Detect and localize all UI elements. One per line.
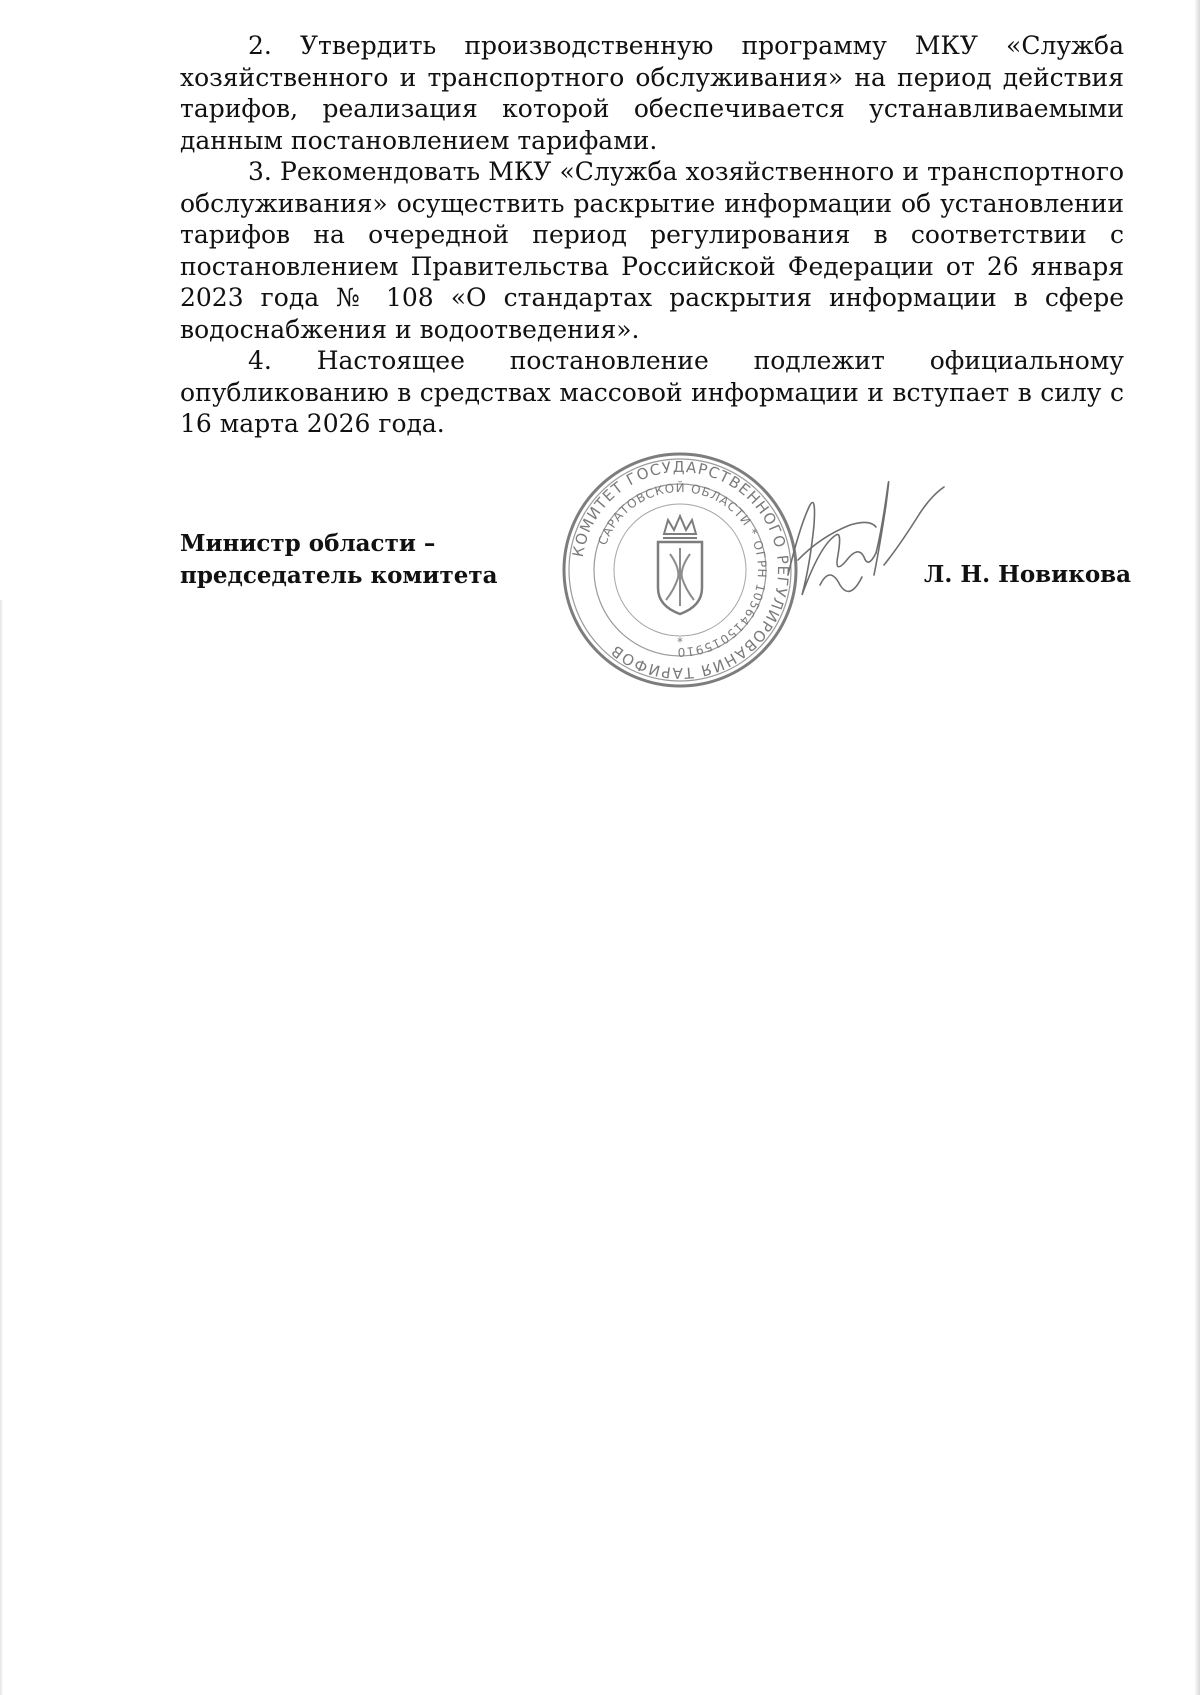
paragraph-2: 2. Утвердить производственную программу МКУ «Служба хозяйственного и транспортного обслуживания» на период действия тарифов, реализация которой обеспечивается устанавливаемыми данным постановлением тарифами. [180,31,1124,155]
crown-icon [663,516,697,538]
paragraph-4: 4. Настоящее постановление подлежит официальному опубликованию в средствах массовой информации и вступает в силу с 16 марта 2026 года. [180,346,1124,438]
scan-edge-shadow-left [0,600,3,1695]
scan-edge-shadow [1194,0,1200,1695]
coat-of-arms-icon [658,542,702,614]
signer-position-line1: Министр области – [180,530,436,557]
document-body [180,30,1124,440]
signer-position-line2: председатель комитета [180,562,498,589]
official-seal [560,450,800,690]
signer-position [180,528,498,592]
svg-text:*: * [677,635,683,649]
paragraph-3: 3. Рекомендовать МКУ «Служба хозяйственного и транспортного обслуживания» осуществить раскрытие информации об установлении тарифов на очередной период регулирования в соответствии с постановлением Правительства Российской Федерации от 26 января 2023 года № 108 «О стандартах раскрытия информации в сфере водоснабжения и водоотведения». [180,157,1124,344]
handwritten-signature [780,465,955,635]
seal-outer-text: КОМИТЕТ ГОСУДАРСТВЕННОГО РЕГУЛИРОВАНИЯ ТАРИФОВ [568,457,793,683]
seal-inner-text: САРАТОВСКОЙ ОБЛАСТИ * ОГРН 1056415015910 [595,480,770,660]
signer-name: Л. Н. Новикова [924,561,1132,588]
